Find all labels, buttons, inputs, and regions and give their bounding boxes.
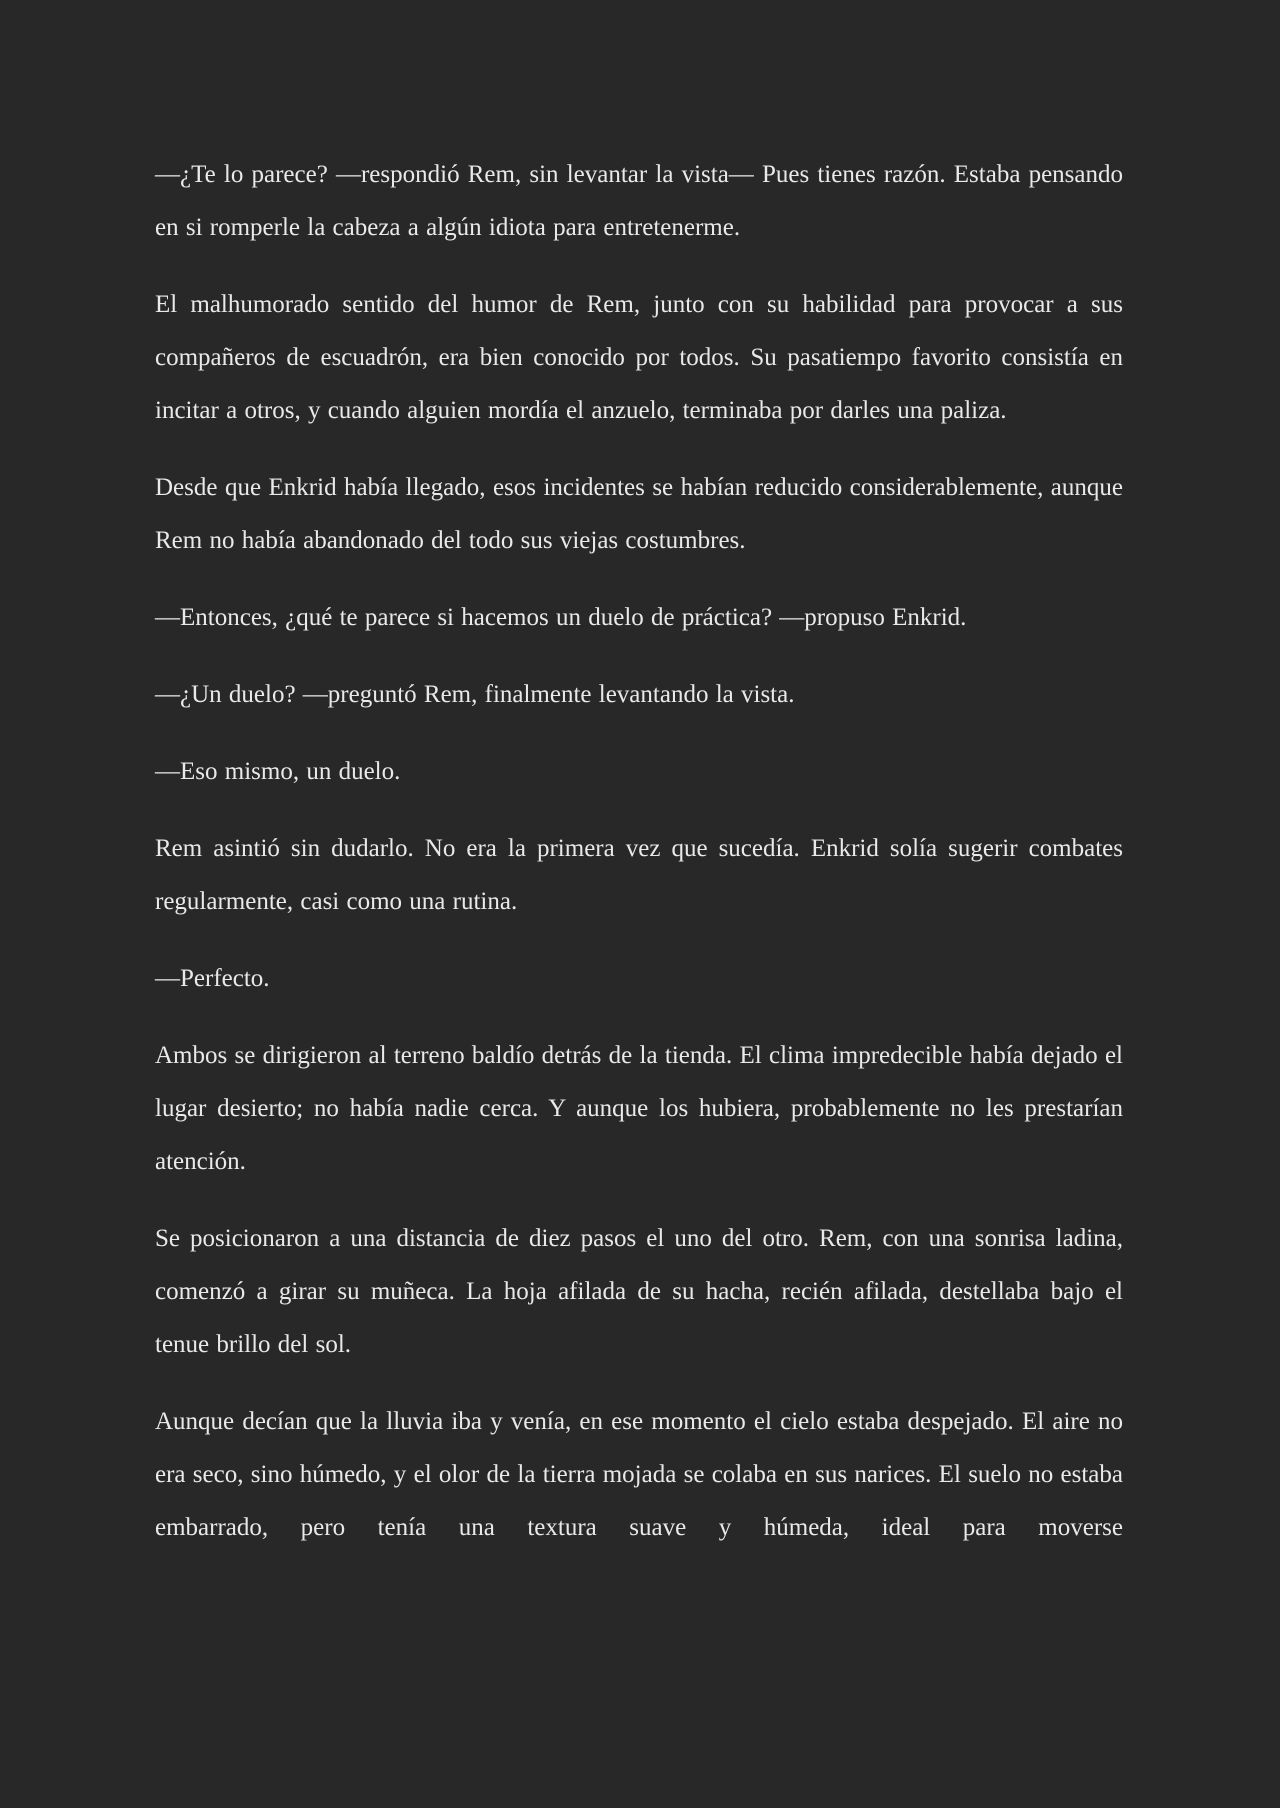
- paragraph: Aunque decían que la lluvia iba y venía, en ese momento el cielo estaba despejado. El aire no era seco, sino húmedo, y el olor de la tierra mojada se colaba en sus narices. El suelo no estaba embarrado, pero tenía una textura suave y húmeda, ideal para moverse: [155, 1408, 1123, 1541]
- reader-page: [155, 148, 1123, 1578]
- paragraph: El malhumorado sentido del humor de Rem, junto con su habilidad para provocar a sus compañeros de escuadrón, era bien conocido por todos. Su pasatiempo favorito consistía en incitar a otros, y cuando alguien mordía el anzuelo, terminaba por darles una paliza.: [155, 291, 1123, 424]
- paragraph: —Perfecto.: [155, 965, 270, 992]
- paragraph: —Eso mismo, un duelo.: [155, 758, 401, 785]
- paragraph: —Entonces, ¿qué te parece si hacemos un duelo de práctica? —propuso Enkrid.: [155, 604, 967, 631]
- paragraph: Desde que Enkrid había llegado, esos incidentes se habían reducido considerablemente, aunque Rem no había abandonado del todo sus viejas costumbres.: [155, 474, 1123, 554]
- paragraph: —¿Te lo parece? —respondió Rem, sin levantar la vista— Pues tienes razón. Estaba pensando en si romperle la cabeza a algún idiota para entretenerme.: [155, 161, 1123, 241]
- paragraph: Ambos se dirigieron al terreno baldío detrás de la tienda. El clima impredecible había dejado el lugar desierto; no había nadie cerca. Y aunque los hubiera, probablemente no les prestarían atención.: [155, 1042, 1123, 1175]
- paragraph: Se posicionaron a una distancia de diez pasos el uno del otro. Rem, con una sonrisa ladina, comenzó a girar su muñeca. La hoja afilada de su hacha, recién afilada, destellaba bajo el tenue brillo del sol.: [155, 1225, 1123, 1358]
- paragraph: —¿Un duelo? —preguntó Rem, finalmente levantando la vista.: [155, 681, 795, 708]
- paragraph: Rem asintió sin dudarlo. No era la primera vez que sucedía. Enkrid solía sugerir combates regularmente, casi como una rutina.: [155, 835, 1123, 915]
